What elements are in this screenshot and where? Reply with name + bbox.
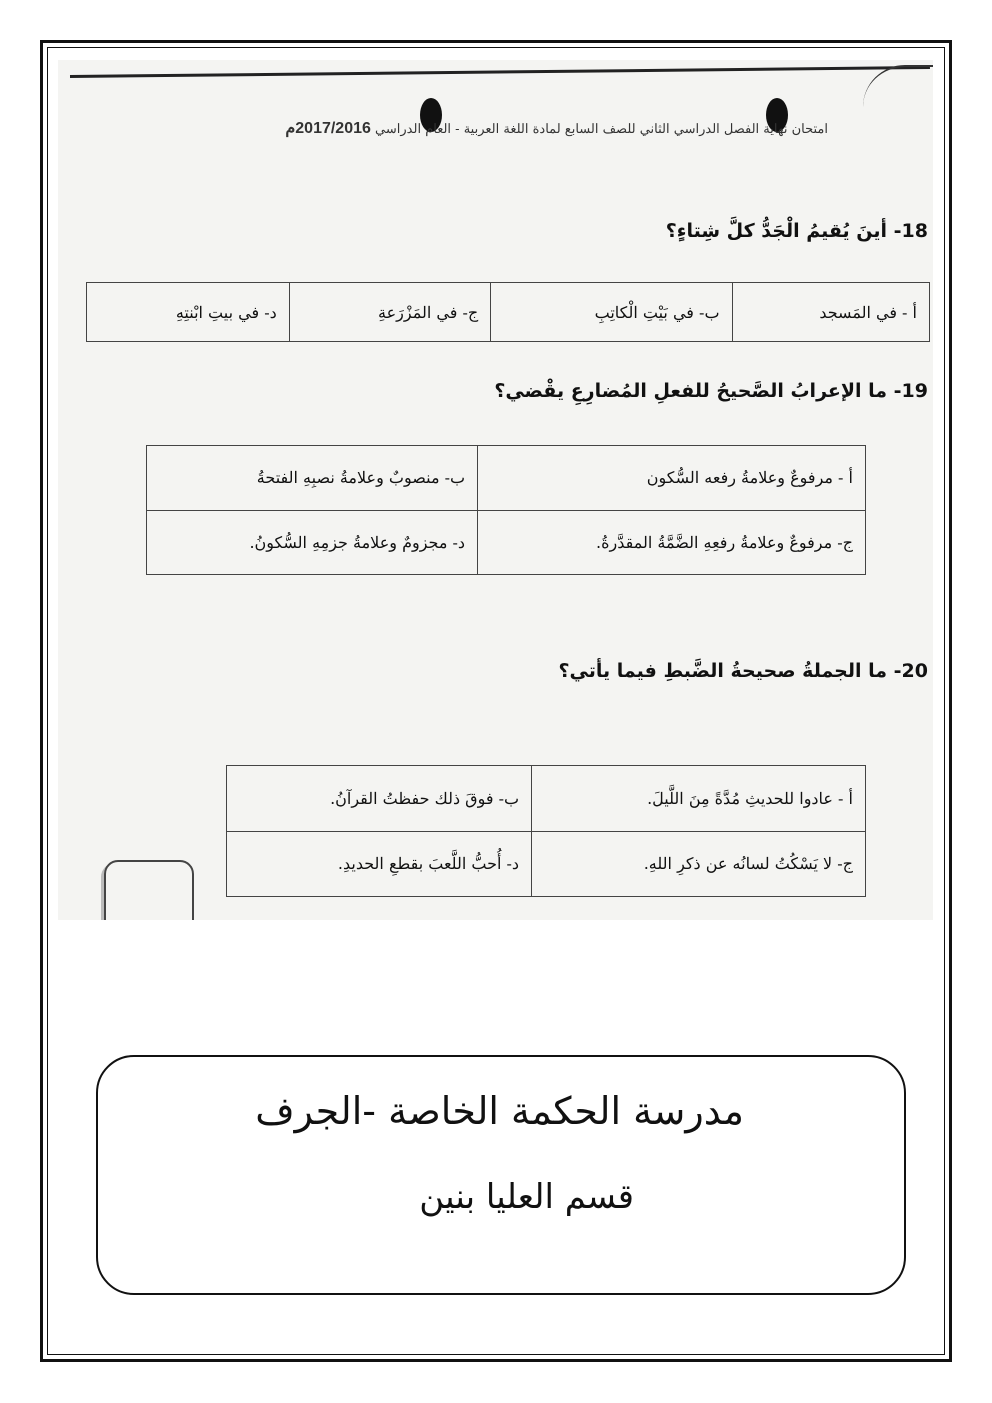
option-c: ج- مرفوعٌ وعلامةُ رفعِهِ الضَّمَّةُ المقدَّرةُ. <box>478 510 866 575</box>
school-name: مدرسة الحكمة الخاصة -الجرف <box>255 1089 744 1133</box>
question-18-options <box>86 282 930 342</box>
option-a: أ - عادوا للحديثِ مُدَّةً مِنَ اللَّيلَ. <box>532 766 866 832</box>
option-b: ب- في بَيْتِ الْكاتِبِ <box>491 283 732 342</box>
question-19-options <box>146 445 866 575</box>
school-section: قسم العليا بنين <box>419 1177 634 1217</box>
scan-corner-mark <box>863 65 933 107</box>
option-c: ج- لا يَسْكُتُ لسانُه عن ذكرِ اللهِ. <box>532 831 866 897</box>
option-b: ب- فوقَ ذلك حفظتُ القرآنُ. <box>227 766 532 832</box>
question-18: 18- أينَ يُقيمُ الْجَدُّ كلَّ شِتاءٍ؟ <box>665 220 928 242</box>
option-a: أ - مرفوعٌ وعلامةُ رفعه السُّكون <box>478 446 866 511</box>
option-d: د- في بيتِ ابْنتِهِ <box>87 283 290 342</box>
question-19: 19- ما الإعرابُ الصَّحيحُ للفعلِ المُضارِعِ يقْضي؟ <box>494 380 928 402</box>
option-d: د- أُحبُّ اللَّعبَ بقطعِ الحديدِ. <box>227 831 532 897</box>
question-20-options <box>226 765 866 897</box>
exam-header <box>178 118 828 138</box>
option-a: أ - في المَسجد <box>732 283 929 342</box>
scanned-exam-excerpt <box>58 60 933 920</box>
option-c: ج- في المَزْرَعةِ <box>289 283 490 342</box>
score-box <box>104 860 194 920</box>
scan-top-rule <box>70 66 930 78</box>
school-stamp-box <box>96 1055 906 1295</box>
question-20: 20- ما الجملةُ صحيحةُ الضَّبطِ فيما يأتي؟ <box>558 660 928 682</box>
exam-year: 2017/2016م <box>285 120 371 137</box>
option-b: ب- منصوبٌ وعلامةُ نصبِهِ الفتحةُ <box>147 446 478 511</box>
option-d: د- مجزومٌ وعلامةُ جزمِهِ السُّكونُ. <box>147 510 478 575</box>
exam-header-text: امتحان نهاية الفصل الدراسي الثاني للصف السابع لمادة اللغة العربية - العام الدراسي <box>375 122 828 137</box>
